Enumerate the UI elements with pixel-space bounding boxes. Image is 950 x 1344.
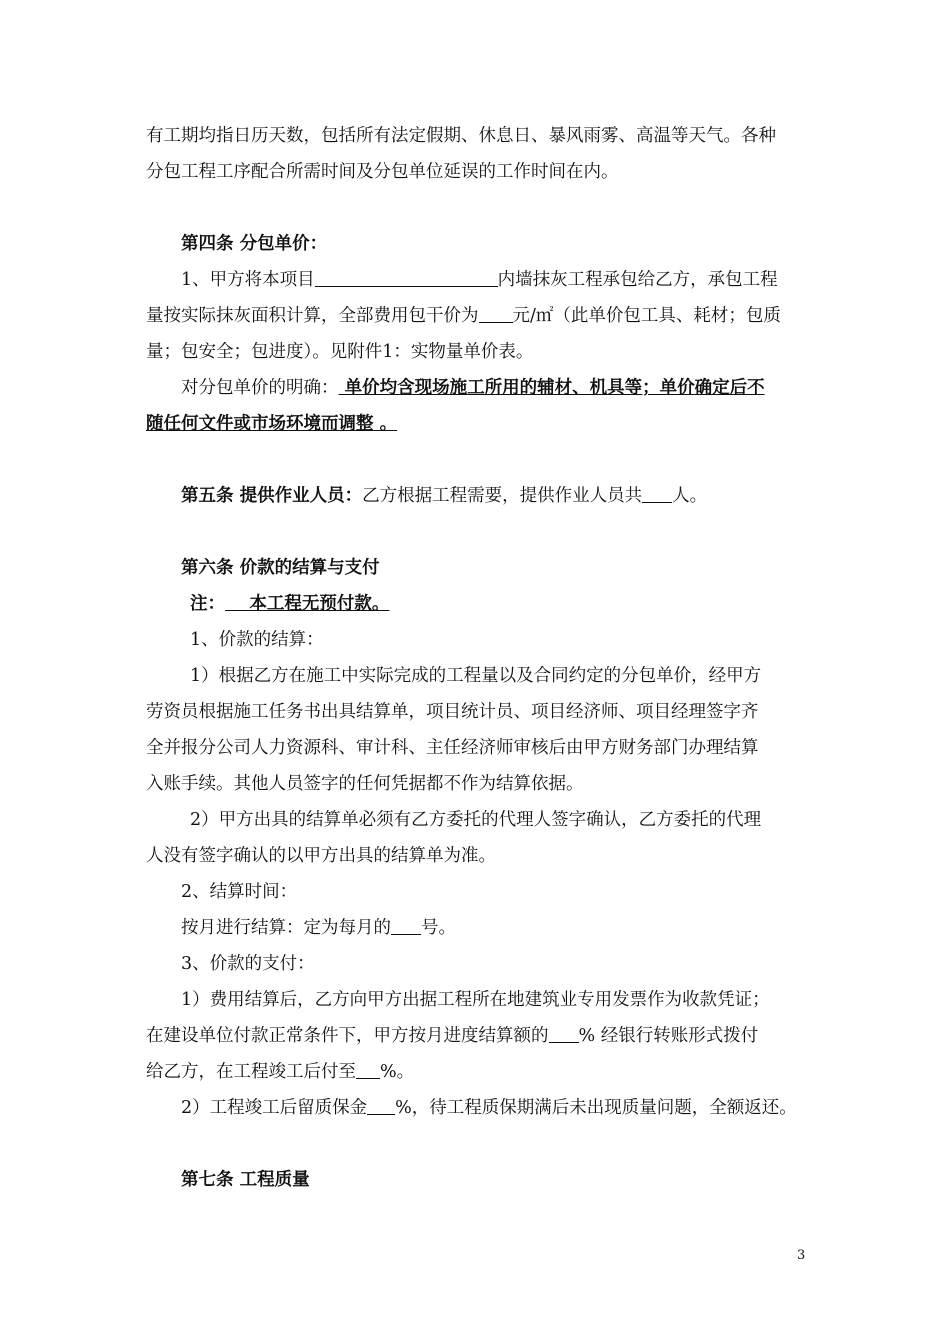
section-1-title: 1、价款的结算： [190, 630, 324, 650]
section-3-title: 3、价款的支付： [181, 954, 315, 974]
text: %。 [380, 1062, 415, 1082]
blank-worker-count [642, 484, 672, 503]
text: 人。 [672, 486, 708, 506]
text: %，待工程质保期满后未出现质量问题，全额返还。 [395, 1098, 797, 1118]
emphasis-text: 随任何文件或市场环境而调整 。 [146, 414, 398, 434]
article-4-line-4 [181, 376, 765, 400]
text: 2）工程竣工后留质保金 [181, 1098, 368, 1118]
text: 对分包单价的明确： [181, 378, 339, 398]
blank-progress-percent [549, 1024, 579, 1043]
paragraph-line: 有工期均指日历天数，包括所有法定假期、休息日、暴风雨雾、高温等天气。各种 [146, 126, 776, 146]
paragraph-line: 1）费用结算后，乙方向甲方出据工程所在地建筑业专用发票作为收款凭证； [181, 990, 770, 1010]
emphasis-text: 单价均含现场施工所用的辅材、机具等；单价确定后不 [338, 378, 765, 398]
blank-project-name [315, 268, 498, 287]
article-6-title: 第六条 价款的结算与支付 [181, 558, 380, 578]
blank-retention-percent [367, 1096, 395, 1115]
text: 号。 [421, 918, 456, 938]
paragraph-line: 入账手续。其他人员签字的任何凭据都不作为结算依据。 [146, 774, 584, 794]
blank-unit-price [479, 304, 513, 323]
article-5-title: 第五条 提供作业人员： [181, 486, 363, 506]
paragraph-line: 全并报分公司人力资源科、审计科、主任经济师审核后由甲方财务部门办理结算 [146, 738, 759, 758]
text: 元/㎡（此单价包工具、耗材；包质 [512, 306, 781, 326]
text: 按月进行结算：定为每月的 [181, 918, 391, 938]
paragraph-line: 2）甲方出具的结算单必须有乙方委托的代理人签字确认，乙方委托的代理 [190, 810, 762, 830]
text: 量按实际抹灰面积计算，全部费用包干价为 [146, 306, 479, 326]
article-7-title: 第七条 工程质量 [181, 1170, 310, 1190]
article-4-line-1 [181, 268, 778, 292]
payment-percent-line [146, 1024, 758, 1048]
retention-line [181, 1096, 797, 1120]
article-4-line-3: 量；包安全；包进度）。见附件1：实物量单价表。 [146, 342, 534, 362]
blank-settlement-day [391, 916, 421, 935]
article-5 [181, 484, 707, 508]
settlement-day-line [181, 916, 456, 940]
text: 乙方根据工程需要，提供作业人员共 [362, 486, 643, 506]
note-label: 注： [190, 594, 225, 614]
text: 在建设单位付款正常条件下，甲方按月进度结算额的 [146, 1026, 549, 1046]
section-2-title: 2、结算时间： [181, 882, 298, 902]
note-text: 本工程无预付款。 [225, 594, 390, 614]
completion-percent-line [146, 1060, 414, 1084]
article-4-line-5 [146, 412, 411, 436]
page-number: 3 [797, 1248, 806, 1263]
article-4-title: 第四条 分包单价： [181, 234, 328, 254]
paragraph-line: 劳资员根据施工任务书出具结算单，项目统计员、项目经济师、项目经理签字齐 [146, 702, 759, 722]
paragraph-line: 1）根据乙方在施工中实际完成的工程量以及合同约定的分包单价，经甲方 [190, 666, 762, 686]
article-4-line-2 [146, 304, 781, 328]
note-line [190, 592, 407, 616]
blank-completion-percent [356, 1060, 380, 1079]
text: 内墙抹灰工程承包给乙方，承包工程 [497, 270, 778, 290]
paragraph-line: 分包工程工序配合所需时间及分包单位延误的工作时间在内。 [146, 162, 619, 182]
text: 给乙方，在工程竣工后付至 [146, 1062, 356, 1082]
paragraph-line: 人没有签字确认的以甲方出具的结算单为准。 [146, 846, 496, 866]
text: 1、甲方将本项目 [181, 270, 315, 290]
text: % 经银行转账形式拨付 [578, 1026, 759, 1046]
